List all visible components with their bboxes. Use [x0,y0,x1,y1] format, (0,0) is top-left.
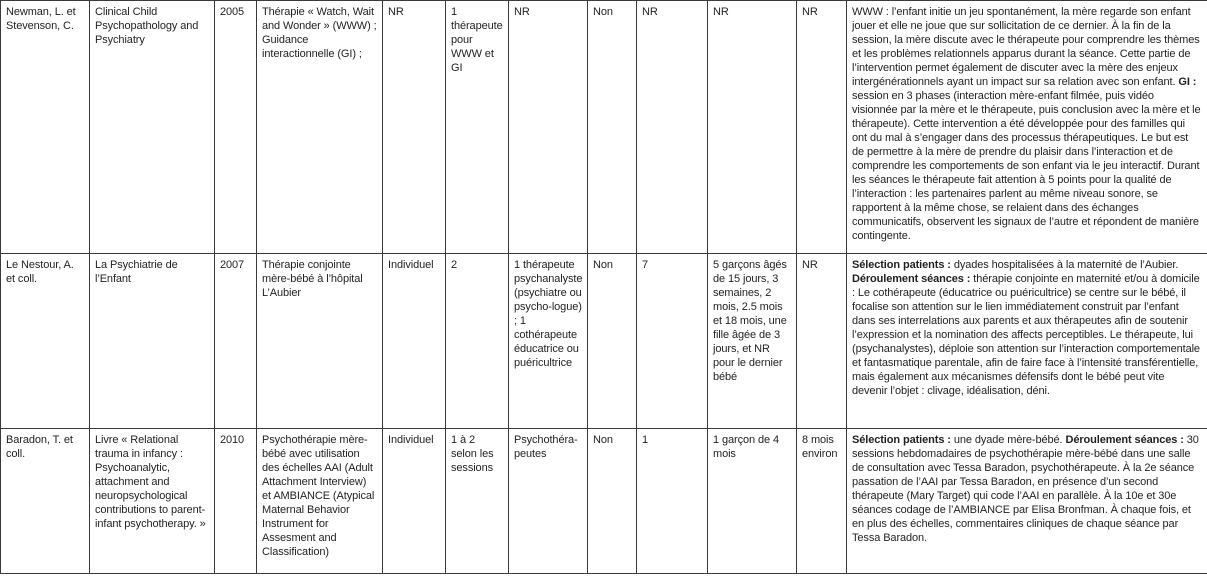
therapy-cell: Thérapie conjointe mère-bébé à l’hôpital L’Aubier [257,254,383,429]
col9-cell: 7 [637,254,708,429]
col8-cell: Non [588,429,637,574]
format-cell: Individuel [383,254,446,429]
description-segment-bold: Déroulement séances : [852,273,971,285]
table-row [1,254,1207,429]
description-segment-bold: Sélection patients : [852,434,951,446]
format-cell: Individuel [383,429,446,574]
therapy-cell: Psychothérapie mère-bébé avec utilisation des échelles AAI (Adult Attachment Interview) et AMBIANCE (Atypical Maternal Behavior Instrument for Assesment and Classification) [257,429,383,574]
source-cell: Livre « Relational trauma in infancy : Psychoanalytic, attachment and neuropsychological contributions to parent-infant psychotherapy. » [90,429,215,574]
description-cell [847,1,1207,254]
description-cell [847,254,1207,429]
description-segment: 30 sessions hebdomadaires de psychothérapie mère-bébé dans une salle de consultation avec Tessa Baradon, psychothérapeute. À la 2e séance passation de l’AAI par Tessa Baradon, en présence d’un second thérapeute (Mary Target) qui code l’AAI en parallèle. À la 10e et 30e séances codage de l’AMBIANCE par Elisa Bronfman. À chaque fois, et en plus des échelles, commentaires cliniques de chaque séance par Tessa Baradon. [852,434,1199,544]
children-cell: NR [708,1,797,254]
year-cell: 2005 [215,1,257,254]
table-row [1,429,1207,574]
col8-cell: Non [588,254,637,429]
year-cell: 2007 [215,254,257,429]
description-segment: session en 3 phases (interaction mère-enfant filmée, puis vidéo visionnée par la mère et le thérapeute, puis conclusion avec la mère et le thérapeute). Cette intervention a été développée pour des familles qui ont du mal à s’engager dans des processus thérapeutiques. Le but est de permettre à la mère de prendre du plaisir dans l’interaction et de comprendre les comportements de son enfant via le jeu interactif. Durant les séances le thérapeute fait attention à 5 points pour la qualité de l’interaction : les partenaires parlent au même niveau sonore, se rapportent à la même chose, se relaient dans des échanges communicatifs, observent les signaux de l’autre et répondent de manière contingente. [852,90,1201,242]
age-cell: NR [797,254,847,429]
source-cell: Clinical Child Psychopathology and Psychiatry [90,1,215,254]
author-cell: Baradon, T. et coll. [1,429,90,574]
description-segment-bold: Sélection patients : [852,259,951,271]
description-segment: WWW : l’enfant initie un jeu spontanément, la mère regarde son enfant jouer et elle ne joue que sur sollicitation de ce dernier. À la fin de la session, la mère discute avec le thérapeute pour comprendre les thèmes et les problèmes relationnels apparus durant la séance. Cette partie de l’intervention permet également de discuter avec la mère des enjeux intergénérationnels ayant un impact sur sa relation avec son enfant. [852,6,1200,88]
source-cell: La Psychiatrie de l’Enfant [90,254,215,429]
description-segment: une dyade mère-bébé. [950,434,1066,446]
col9-cell: NR [637,1,708,254]
children-cell: 5 garçons âgés de 15 jours, 3 semaines, 2 mois, 2.5 mois et 18 mois, une fille âgée de 3 jours, et NR pour le dernier bébé [708,254,797,429]
year-cell: 2010 [215,429,257,574]
format-cell: NR [383,1,446,254]
therapists-cell: 1 thérapeute psychanalyste (psychiatre ou psycho-logue) ; 1 cothérapeute éducatrice ou puéricultrice [509,254,588,429]
description-segment: dyades hospitalisées à la maternité de l’Aubier. [950,259,1179,271]
author-cell: Newman, L. et Stevenson, C. [1,1,90,254]
therapists-cell: NR [509,1,588,254]
description-segment: thérapie conjointe en maternité et/ou à domicile : Le cothérapeute (éducatrice ou puéricultrice) se centre sur le bébé, il focalise son attention sur le lien immédiatement construit par l’enfant dans ses interrelations aux parents et aux thérapeutes afin de soutenir l’expression et la nomination des affects perceptibles. Le thérapeute, lui (psychanalystes), déploie son attention sur l’interaction comportementale et fantasmatique parentale, afin de faire face à l’intensité transférentielle, mais également aux mécanismes défensifs dont le bébé peut vite devenir l’objet : clivage, idéalisation, déni. [852,273,1200,397]
age-cell: NR [797,1,847,254]
author-cell: Le Nestour, A. et coll. [1,254,90,429]
sessions-cell: 1 à 2 selon les sessions [446,429,509,574]
therapy-cell: Thérapie « Watch, Wait and Wonder » (WWW) ; Guidance interactionnelle (GI) ; [257,1,383,254]
sessions-cell: 2 [446,254,509,429]
description-segment-bold: GI : [1178,76,1197,88]
table-row [1,1,1207,254]
description-segment-bold: Déroulement séances : [1065,434,1184,446]
therapists-cell: Psychothéra-peutes [509,429,588,574]
col8-cell: Non [588,1,637,254]
sessions-cell: 1 thérapeute pour WWW et GI [446,1,509,254]
children-cell: 1 garçon de 4 mois [708,429,797,574]
age-cell: 8 mois environ [797,429,847,574]
description-cell [847,429,1207,574]
col9-cell: 1 [637,429,708,574]
